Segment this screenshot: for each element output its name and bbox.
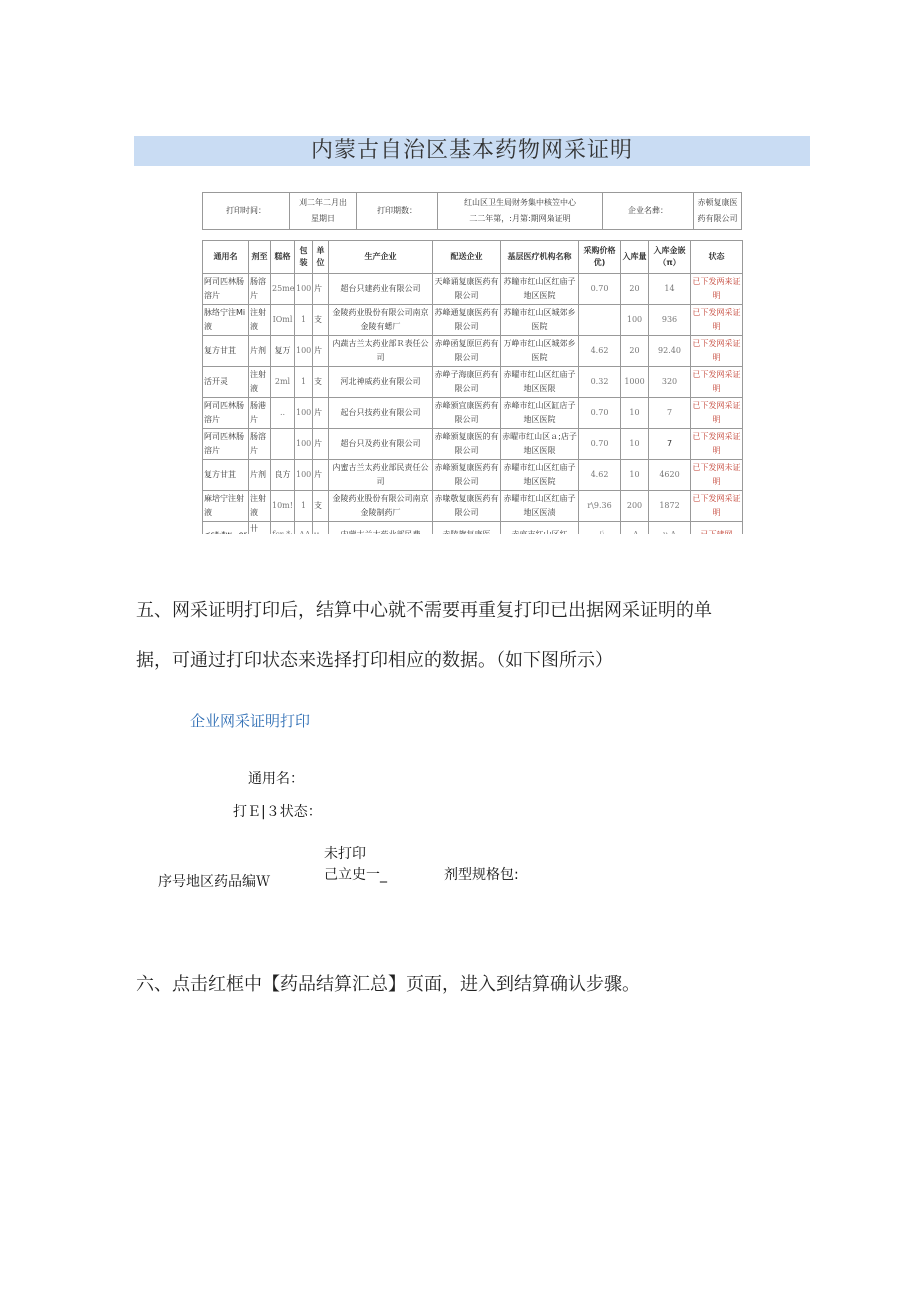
form-title: 企业网采证明打印 [190,712,311,730]
generic-name-label: 通用名： [248,771,304,787]
cell-manufacturer: 内蜜古兰太药业部民责任公司 [329,460,433,491]
header-spec: 糕格 [271,241,295,274]
cell-package: 1 [295,491,313,522]
cell-generic-name: 阿司匹林肠溶片 [203,274,249,305]
cell-generic-name: 脉络宁注Mi液 [203,305,249,336]
cell-spec [271,429,295,460]
cell-dosage-form: 片剂 [249,460,271,491]
cell-unit: 支 [313,491,329,522]
print-info-table [202,192,742,230]
cell-generic-name: 复方甘苴 [203,460,249,491]
cell-spec: 10m! [271,491,295,522]
cell-unit: 片 [313,429,329,460]
cell-status: 已下发网采证明 [691,305,743,336]
header-distributor: 配送企业 [433,241,501,274]
cell-dosage-form: 肠溶片 [249,274,271,305]
header-manufacturer: 生产企业 [329,241,433,274]
settlement-center-line-1: 红山区卫生局财务集中核笠中心 [464,198,576,207]
document-banner-title: 内蒙古自治区基本药物网采证明 [134,136,810,166]
columns-header-right: 剂型规格包: [444,867,519,883]
cell-price: 0.32 [579,367,621,398]
cell-price: 4.62 [579,460,621,491]
cell-amount: 4620 [649,460,691,491]
paragraph-6: 六、点击红框中【药品结算汇总】页面，进入到结算确认步骤。 [136,974,640,995]
cell-generic-name: 复方甘苴 [203,336,249,367]
cell-distributor: 赤峰颁复康医的有限公司 [433,429,501,460]
table-row [203,367,743,398]
cell-generic-name: 阿司匹林肠溶片 [203,429,249,460]
table-row [203,491,743,522]
cell-spec: .. [271,398,295,429]
cell-amount: 7 [649,429,691,460]
cell-institution: 万峥市红山区城郊乡医院 [501,336,579,367]
header-status: 状态 [691,241,743,274]
cell-quantity: 20 [621,336,649,367]
table-header-row [203,241,743,274]
cell-institution: 苏瞳市红山区城郊乡医院 [501,305,579,336]
cell-institution: 赤曜市红山区红庙子地区医院 [501,460,579,491]
cell-manufacturer: 内蔬古兰太药业部Ｒ表任公司 [329,336,433,367]
cell-quantity: 100 [621,305,649,336]
print-time-value-line-1: 刈二年二月出 [299,198,347,207]
company-value-line-1: 赤顿复康医 [697,198,738,207]
cell-unit: 支 [313,305,329,336]
procurement-table [202,240,743,549]
print-period-label: 打印期数： [357,193,438,230]
table-row [203,398,743,429]
cell-dosage-form: 注射液 [249,491,271,522]
cell-dosage-form: 片剂 [249,336,271,367]
cell-manufacturer: 金陵药业股份有限公司南京金陵有蟋厂 [329,305,433,336]
cell-unit: 片 [313,460,329,491]
cell-spec: IOml [271,305,295,336]
cell-status: 已下发网采证明 [691,367,743,398]
cell-amount: 320 [649,367,691,398]
cell-amount: 7 [649,398,691,429]
print-time-value-line-2: 星期日 [311,214,335,223]
cell-institution: 赤曜市红山区红庙子地区医限 [501,367,579,398]
cell-institution: 赤曜市红山区红庙子地区医渍 [501,491,579,522]
cell-unit: 支 [313,367,329,398]
header-package: 包装 [295,241,313,274]
cell-amount: 1872 [649,491,691,522]
cell-price: 0.70 [579,274,621,305]
cell-institution: 赤曜市红山区ａ;店子地区医限 [501,429,579,460]
cell-package: 100 [295,460,313,491]
header-generic-name: 通用名 [203,241,249,274]
cell-institution: 赤峰市红山区缸店子地区医院 [501,398,579,429]
table-row [203,429,743,460]
cell-package: 1 [295,305,313,336]
cell-quantity: 10 [621,398,649,429]
cell-package: 100 [295,274,313,305]
cell-price: 4.62 [579,336,621,367]
print-time-label: 打印时间： [203,193,290,230]
cell-quantity: 10 [621,460,649,491]
cell-manufacturer: 金陵药业股份有限公司南京金陵制药厂 [329,491,433,522]
header-quantity: 入库量 [621,241,649,274]
cell-quantity: 1000 [621,367,649,398]
cell-distributor: 天峰诵复康医药有限公司 [433,274,501,305]
table-row [203,336,743,367]
cell-distributor: 赤峰颁复康医药有限公司 [433,460,501,491]
columns-header-left: 序号地区药品编Ｗ [158,874,270,890]
settlement-center-line-2: 二二年第，:月第:期网枭证明 [469,214,571,223]
table-row [203,305,743,336]
company-value [694,193,742,230]
header-dosage-form: 剂至 [249,241,271,274]
paragraph-5-line-2: 据，可通过打印状态来选择打印相应的数据。（如下图所示） [136,650,613,671]
cell-distributor: 赤峥子海康叵药有限公司 [433,367,501,398]
cell-distributor: 苏峰通复康医药有限公司 [433,305,501,336]
header-institution: 基层医疗机构名称 [501,241,579,274]
header-unit: 单位 [313,241,329,274]
cell-generic-name: 麻培宁注射液 [203,491,249,522]
print-status-label: 打Ｅ|３状态： [233,804,322,820]
cell-price: r\9.36 [579,491,621,522]
cell-distributor: 赤峥函复原叵药有限公司 [433,336,501,367]
cell-quantity: 20 [621,274,649,305]
cell-amount: 92.40 [649,336,691,367]
cell-spec: 25me [271,274,295,305]
cell-price: 0.70 [579,429,621,460]
cell-status: 已下发网采证明 [691,429,743,460]
cell-unit: 片 [313,336,329,367]
cell-price: 0.70 [579,398,621,429]
status-option-printed[interactable]: 己立史一_ [324,867,387,883]
cell-status: 已下发两来证明 [691,274,743,305]
cell-distributor: 赤峰颁宜康医药有限公司 [433,398,501,429]
cell-manufacturer: 超台只建药业有限公司 [329,274,433,305]
cell-spec: 2ml [271,367,295,398]
company-value-line-2: 药有限公司 [697,214,738,223]
status-option-unprinted[interactable]: 未打印 [324,846,366,862]
cell-manufacturer: 起台只技药业有限公司 [329,398,433,429]
header-amount: 入库金嵌（π） [649,241,691,274]
table-row [203,274,743,305]
header-purchase-price: 采购价格优) [579,241,621,274]
cell-package: 100 [295,336,313,367]
cell-dosage-form: 卄 [249,522,271,549]
cell-dosage-form: 注射液 [249,367,271,398]
company-label: 企业名彝： [603,193,694,230]
table-row [203,460,743,491]
cell-status: 已下发网未证明 [691,460,743,491]
table-crop-edge [200,534,746,554]
print-time-value [290,193,357,230]
cell-manufacturer: 河北神威药业有限公司 [329,367,433,398]
cell-manufacturer: 超台只及药业有限公司 [329,429,433,460]
cell-generic-name: 阿司匹林肠溶片 [203,398,249,429]
paragraph-5-line-1: 五、网采证明打印后，结算中心就不需要再重复打印已出据网采证明的单 [136,600,712,621]
cell-amount: 936 [649,305,691,336]
cell-spec: 良方 [271,460,295,491]
cell-institution: 苏瞳市红山区红庙子地区医院 [501,274,579,305]
cell-quantity: 200 [621,491,649,522]
cell-unit: 片 [313,398,329,429]
cell-package: 100 [295,429,313,460]
cell-quantity: 10 [621,429,649,460]
cell-unit: 片 [313,274,329,305]
cell-dosage-form: 注射液 [249,305,271,336]
cell-generic-name: 活开灵 [203,367,249,398]
cell-dosage-form: 肠溶片 [249,429,271,460]
cell-distributor: 赤喙敬复康医药有限公司 [433,491,501,522]
cell-status: 已下发网采证明 [691,336,743,367]
cell-package: 1 [295,367,313,398]
cell-price [579,305,621,336]
cell-status: 已下发网采证明 [691,491,743,522]
settlement-center [438,193,603,230]
cell-package: 100 [295,398,313,429]
cell-dosage-form: 肠港片 [249,398,271,429]
cell-amount: 14 [649,274,691,305]
cell-status: 已下发网采证明 [691,398,743,429]
cell-spec: 复万 [271,336,295,367]
